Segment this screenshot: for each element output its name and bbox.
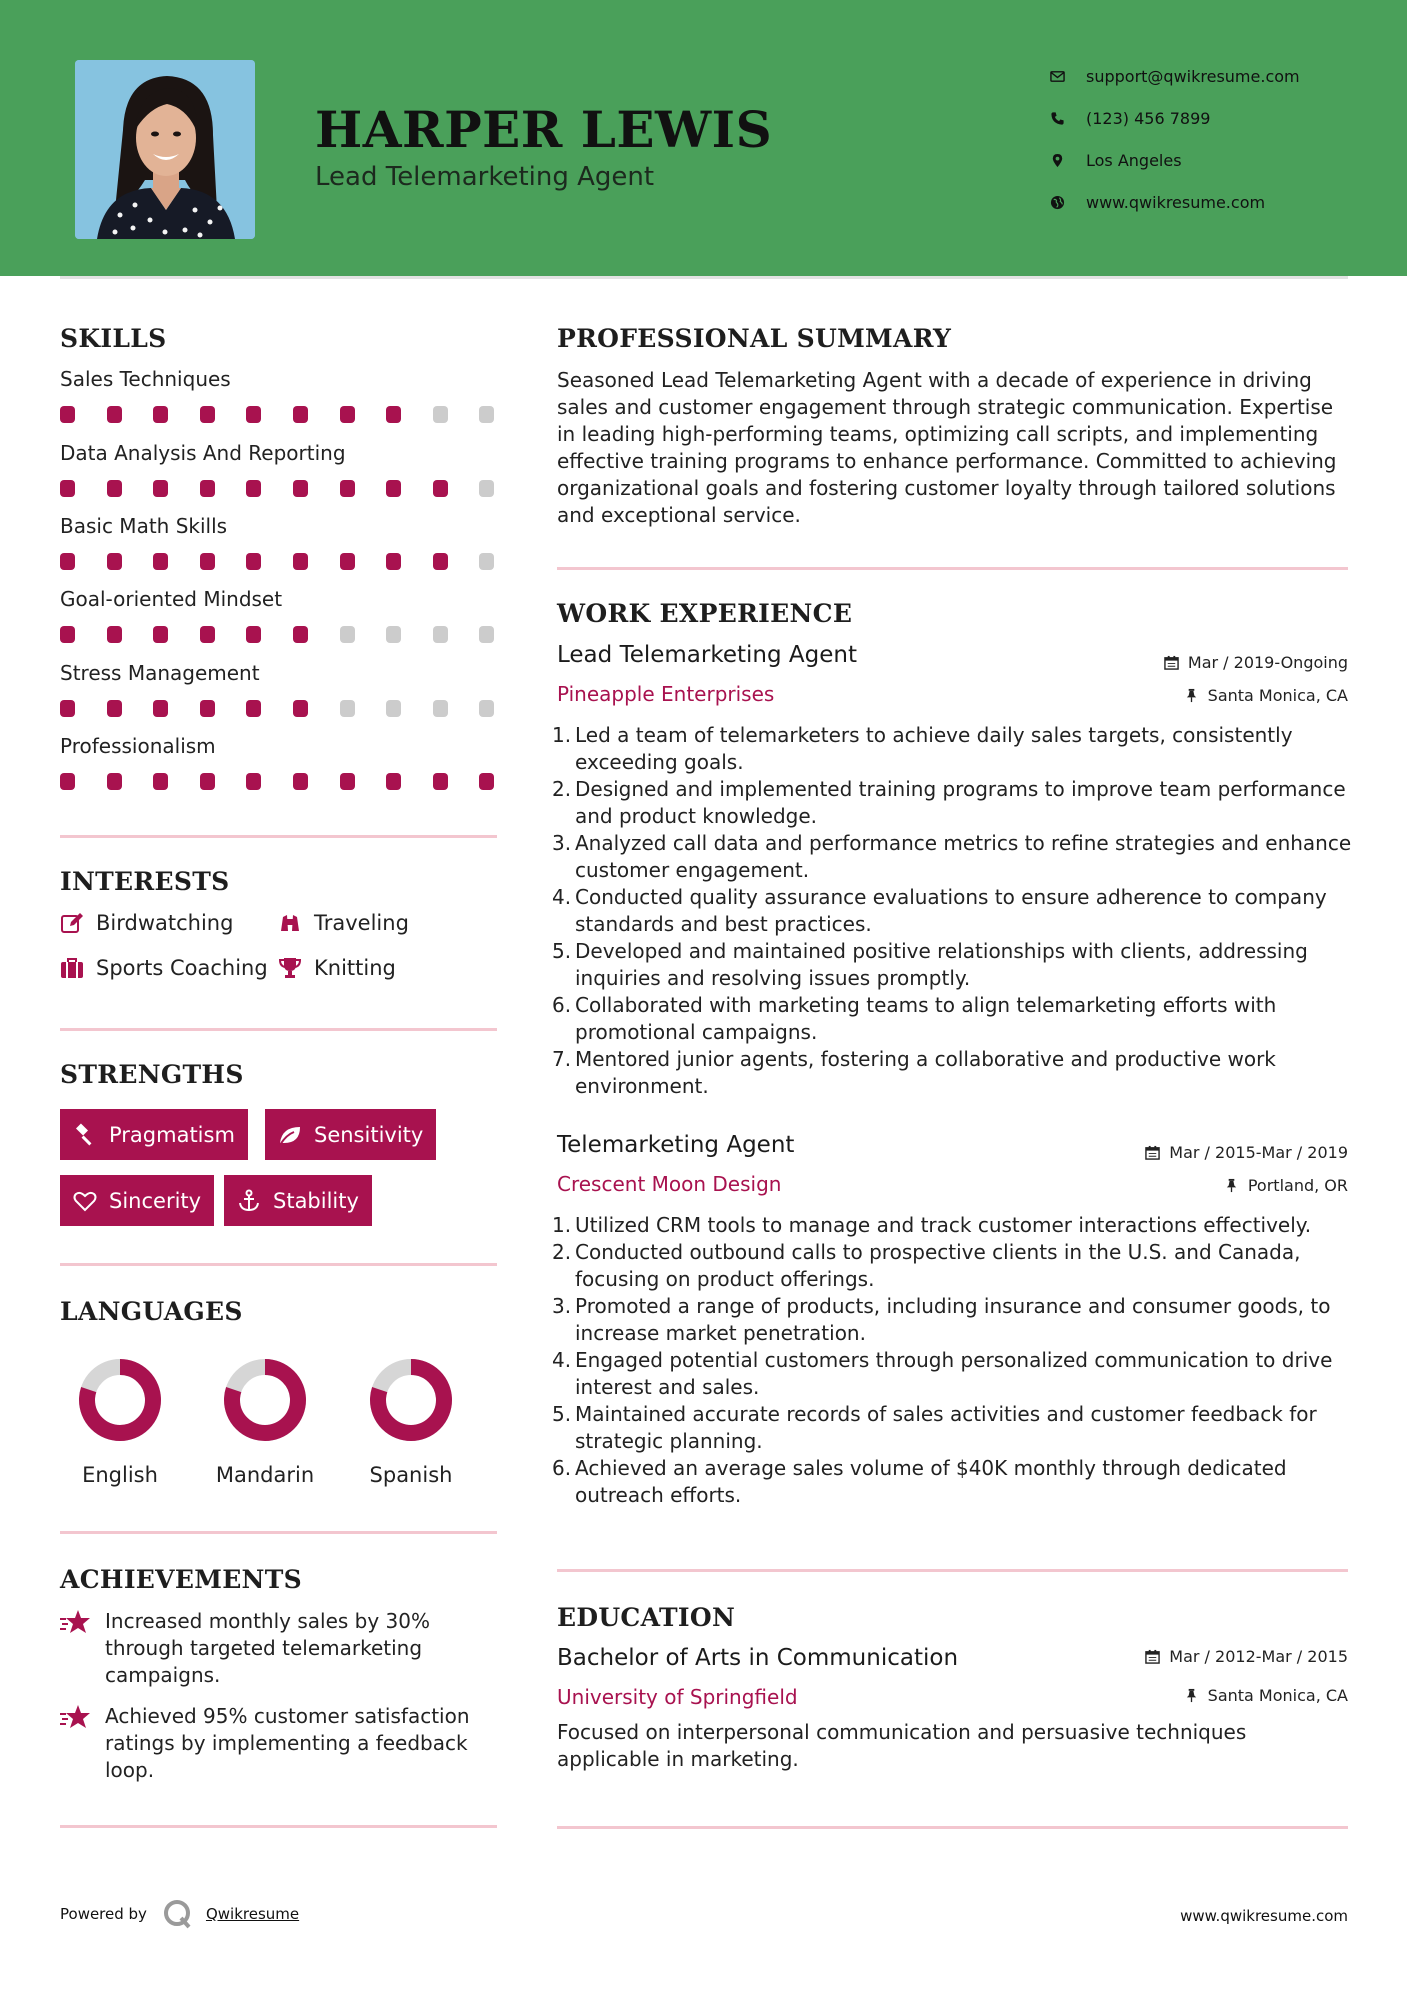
skill-dot-filled — [433, 553, 448, 570]
education-location-text: Santa Monica, CA — [1207, 1686, 1348, 1705]
job-location-text: Santa Monica, CA — [1207, 686, 1348, 705]
footer-powered-by — [60, 1898, 299, 1930]
gavel-icon — [73, 1123, 97, 1147]
skill-dot-filled — [246, 480, 261, 497]
education-location — [1184, 1686, 1348, 1705]
list-item: 2. Conducted outbound calls to prospective clients in the U.S. and Canada, focusing on product offerings. — [552, 1240, 1301, 1291]
skill-dot-filled — [60, 700, 75, 717]
education-description: Focused on interpersonal communication and persuasive techniques applicable in marketing. — [557, 1720, 1247, 1771]
star-icon — [60, 1608, 92, 1636]
skill-name: Stress Management — [60, 661, 260, 685]
list-item: 2. Designed and implemented training programs to improve team performance and product knowledge. — [552, 777, 1346, 828]
skill-dot-empty — [386, 700, 401, 717]
calendar-icon — [1145, 1145, 1160, 1160]
list-item: 4. Conducted quality assurance evaluations to ensure adherence to company standards and best practices. — [552, 885, 1327, 936]
skill-dot-empty — [340, 700, 355, 717]
achievement-item — [60, 1608, 500, 1689]
skill-dot-empty — [340, 626, 355, 643]
job-title: Telemarketing Agent — [557, 1132, 795, 1158]
section-divider — [60, 1825, 497, 1828]
contact-email-text: support@qwikresume.com — [1086, 66, 1300, 86]
skill-dot-filled — [200, 553, 215, 570]
skill-dot-filled — [153, 626, 168, 643]
strength-label: Sincerity — [109, 1188, 202, 1213]
skill-dot-filled — [246, 553, 261, 570]
language-ring — [77, 1357, 163, 1443]
skill-dot-filled — [246, 700, 261, 717]
heart-icon — [73, 1189, 97, 1213]
job-dates — [1164, 653, 1348, 672]
section-divider — [557, 1826, 1348, 1829]
job-title: Lead Telemarketing Agent — [557, 642, 857, 668]
interest-label: Knitting — [314, 956, 396, 980]
phone-icon — [1050, 111, 1086, 126]
interest-item — [278, 956, 396, 980]
job-location-text: Portland, OR — [1247, 1176, 1348, 1195]
language-name: Spanish — [369, 1463, 453, 1487]
achievements-heading: ACHIEVEMENTS — [60, 1565, 302, 1594]
skills-heading: SKILLS — [60, 324, 167, 353]
qwikresume-link[interactable]: Qwikresume — [205, 1905, 300, 1923]
strength-label: Pragmatism — [109, 1122, 235, 1147]
job-dates-text: Mar / 2019-Ongoing — [1187, 653, 1348, 672]
contact-website-text: www.qwikresume.com — [1086, 192, 1266, 212]
pushpin-icon — [1184, 1688, 1199, 1703]
skill-dot-filled — [386, 553, 401, 570]
skill-dot-filled — [386, 480, 401, 497]
contact-phone-text: (123) 456 7899 — [1086, 108, 1211, 128]
interests-heading: INTERESTS — [60, 867, 230, 896]
language-ring — [368, 1357, 454, 1443]
skill-dot-filled — [293, 553, 308, 570]
skill-rating — [60, 626, 500, 642]
skill-dot-empty — [479, 700, 494, 717]
section-divider — [60, 1263, 497, 1266]
skill-dot-filled — [153, 406, 168, 423]
strength-badge — [60, 1109, 248, 1160]
skill-dot-filled — [340, 553, 355, 570]
contact-email[interactable] — [1050, 55, 1370, 97]
skill-dot-empty — [386, 626, 401, 643]
section-divider — [60, 835, 497, 838]
skill-dot-filled — [293, 406, 308, 423]
language-ring — [222, 1357, 308, 1443]
strengths-heading: STRENGTHS — [60, 1060, 244, 1089]
list-item: 6. Collaborated with marketing teams to align telemarketing efforts with promotional campaigns. — [552, 993, 1277, 1044]
interest-item — [60, 911, 233, 935]
interest-label: Traveling — [314, 911, 409, 935]
list-item: 1. Utilized CRM tools to manage and track customer interactions effectively. — [552, 1213, 1312, 1237]
experience-heading: WORK EXPERIENCE — [557, 599, 853, 628]
strength-badge — [224, 1175, 372, 1226]
strength-badge — [60, 1175, 214, 1226]
language-item — [200, 1357, 330, 1487]
section-divider — [60, 1028, 497, 1031]
strength-badge — [265, 1109, 436, 1160]
section-divider — [60, 1531, 497, 1534]
star-icon — [60, 1703, 92, 1731]
skill-dot-filled — [60, 553, 75, 570]
list-item: 1. Led a team of telemarketers to achieve daily sales targets, consistently exceeding goals. — [552, 723, 1293, 774]
skill-dot-filled — [60, 406, 75, 423]
qwikresume-logo-icon — [162, 1898, 194, 1930]
contact-website[interactable] — [1050, 181, 1370, 223]
skill-dot-empty — [479, 553, 494, 570]
edit-icon — [60, 911, 84, 935]
skill-dot-filled — [107, 700, 122, 717]
skill-dot-filled — [246, 773, 261, 790]
contact-list — [1050, 55, 1370, 223]
skill-dot-filled — [246, 406, 261, 423]
skill-dot-filled — [107, 406, 122, 423]
skill-rating — [60, 480, 500, 496]
skill-name: Professionalism — [60, 734, 216, 758]
header-divider — [60, 276, 1348, 279]
skill-dot-filled — [60, 626, 75, 643]
skill-dot-filled — [153, 480, 168, 497]
language-item — [346, 1357, 476, 1487]
degree-title: Bachelor of Arts in Communication — [557, 1645, 959, 1671]
skill-dot-filled — [293, 480, 308, 497]
envelope-icon — [1050, 69, 1086, 84]
company-name: Crescent Moon Design — [557, 1172, 782, 1196]
list-item: 3. Promoted a range of products, including insurance and consumer goods, to increase market penetration. — [552, 1294, 1331, 1345]
skill-dot-filled — [340, 773, 355, 790]
skill-rating — [60, 700, 500, 716]
map-marker-icon — [1050, 153, 1086, 168]
list-item: 6. Achieved an average sales volume of $40K monthly through dedicated outreach efforts. — [552, 1456, 1287, 1507]
achievement-text: Achieved 95% customer satisfaction ratings by implementing a feedback loop. — [105, 1704, 470, 1782]
strength-label: Sensitivity — [314, 1122, 424, 1147]
skill-dot-filled — [153, 773, 168, 790]
language-name: Mandarin — [215, 1463, 315, 1487]
skill-dot-filled — [107, 480, 122, 497]
list-item: 3. Analyzed call data and performance metrics to refine strategies and enhance customer engagement. — [552, 831, 1352, 882]
skill-dot-filled — [153, 700, 168, 717]
skill-dot-empty — [479, 480, 494, 497]
skill-dot-filled — [246, 626, 261, 643]
language-name: English — [82, 1463, 158, 1487]
skill-dot-filled — [386, 406, 401, 423]
skill-dot-filled — [293, 773, 308, 790]
interest-label: Birdwatching — [96, 911, 234, 935]
skill-rating — [60, 406, 500, 422]
pushpin-icon — [1184, 688, 1199, 703]
skill-dot-filled — [340, 480, 355, 497]
header — [0, 0, 1407, 276]
skill-dot-filled — [107, 773, 122, 790]
skill-name: Goal-oriented Mindset — [60, 587, 283, 611]
skill-dot-filled — [107, 626, 122, 643]
skill-dot-filled — [386, 773, 401, 790]
interest-item — [278, 911, 409, 935]
trophy-icon — [278, 956, 302, 980]
summary-heading: PROFESSIONAL SUMMARY — [557, 324, 952, 353]
skill-dot-filled — [107, 553, 122, 570]
achievement-text: Increased monthly sales by 30% through targeted telemarketing campaigns. — [105, 1609, 431, 1687]
skill-dot-filled — [60, 773, 75, 790]
job-location — [1224, 1176, 1348, 1195]
skill-dot-empty — [433, 406, 448, 423]
strength-label: Stability — [273, 1188, 359, 1213]
globe-icon — [1050, 195, 1086, 210]
contact-phone[interactable] — [1050, 97, 1370, 139]
skill-rating — [60, 553, 500, 569]
section-divider — [557, 1569, 1348, 1572]
list-item: 7. Mentored junior agents, fostering a collaborative and productive work environment. — [552, 1047, 1276, 1098]
leaf-icon — [278, 1123, 302, 1147]
summary-text: Seasoned Lead Telemarketing Agent with a decade of experience in driving sales and customer engagement through strategic communication. Expertise in leading high-performing teams, optimizing call scripts, and implementing effective training programs to enhance performance. Committed to achieving organizational goals and fostering customer loyalty through tailored solutions and exceptional service. — [557, 368, 1337, 527]
skill-dot-filled — [433, 773, 448, 790]
candidate-title: Lead Telemarketing Agent — [315, 162, 655, 192]
list-item: 5. Maintained accurate records of sales activities and customer feedback for strategic planning. — [552, 1402, 1317, 1453]
contact-location-text: Los Angeles — [1086, 150, 1182, 170]
language-item — [55, 1357, 185, 1487]
skill-rating — [60, 773, 500, 789]
skill-dot-filled — [340, 406, 355, 423]
skill-dot-empty — [433, 626, 448, 643]
languages-heading: LANGUAGES — [60, 1297, 243, 1326]
pushpin-icon — [1224, 1178, 1239, 1193]
job-responsibilities — [552, 1212, 1352, 1509]
profile-photo — [75, 60, 255, 239]
briefcase-icon — [60, 956, 84, 980]
job-dates — [1145, 1143, 1348, 1162]
skill-dot-filled — [200, 406, 215, 423]
skill-dot-empty — [479, 406, 494, 423]
skill-dot-filled — [433, 480, 448, 497]
skill-name: Data Analysis And Reporting — [60, 441, 346, 465]
section-divider — [557, 567, 1348, 570]
skill-name: Sales Techniques — [60, 367, 231, 391]
anchor-icon — [237, 1189, 261, 1213]
company-name: Pineapple Enterprises — [557, 682, 775, 706]
skill-dot-filled — [200, 480, 215, 497]
contact-location — [1050, 139, 1370, 181]
interest-item — [60, 956, 268, 980]
skill-dot-filled — [200, 626, 215, 643]
interest-label: Sports Coaching — [96, 956, 268, 980]
list-item: 4. Engaged potential customers through personalized communication to drive interest and sales. — [552, 1348, 1333, 1399]
list-item: 5. Developed and maintained positive relationships with clients, addressing inquiries and resolving issues promptly. — [552, 939, 1308, 990]
binoculars-icon — [278, 911, 302, 935]
skill-dot-empty — [433, 700, 448, 717]
skill-dot-filled — [293, 626, 308, 643]
job-location — [1184, 686, 1348, 705]
calendar-icon — [1164, 655, 1179, 670]
calendar-icon — [1145, 1649, 1160, 1664]
skill-dot-filled — [153, 553, 168, 570]
school-name: University of Springfield — [557, 1685, 798, 1709]
skill-name: Basic Math Skills — [60, 514, 228, 538]
skill-dot-filled — [479, 773, 494, 790]
skill-dot-filled — [60, 480, 75, 497]
skill-dot-empty — [479, 626, 494, 643]
education-dates-text: Mar / 2012-Mar / 2015 — [1169, 1647, 1348, 1666]
education-heading: EDUCATION — [557, 1603, 736, 1632]
education-dates — [1145, 1647, 1348, 1666]
powered-by-text: Powered by — [60, 1905, 147, 1923]
skill-dot-filled — [293, 700, 308, 717]
skill-dot-filled — [200, 700, 215, 717]
job-responsibilities — [552, 722, 1352, 1100]
achievement-item — [60, 1703, 500, 1784]
job-dates-text: Mar / 2015-Mar / 2019 — [1169, 1143, 1348, 1162]
skill-dot-filled — [200, 773, 215, 790]
footer-url[interactable]: www.qwikresume.com — [1180, 1907, 1348, 1925]
candidate-name: HARPER LEWIS — [315, 100, 773, 159]
